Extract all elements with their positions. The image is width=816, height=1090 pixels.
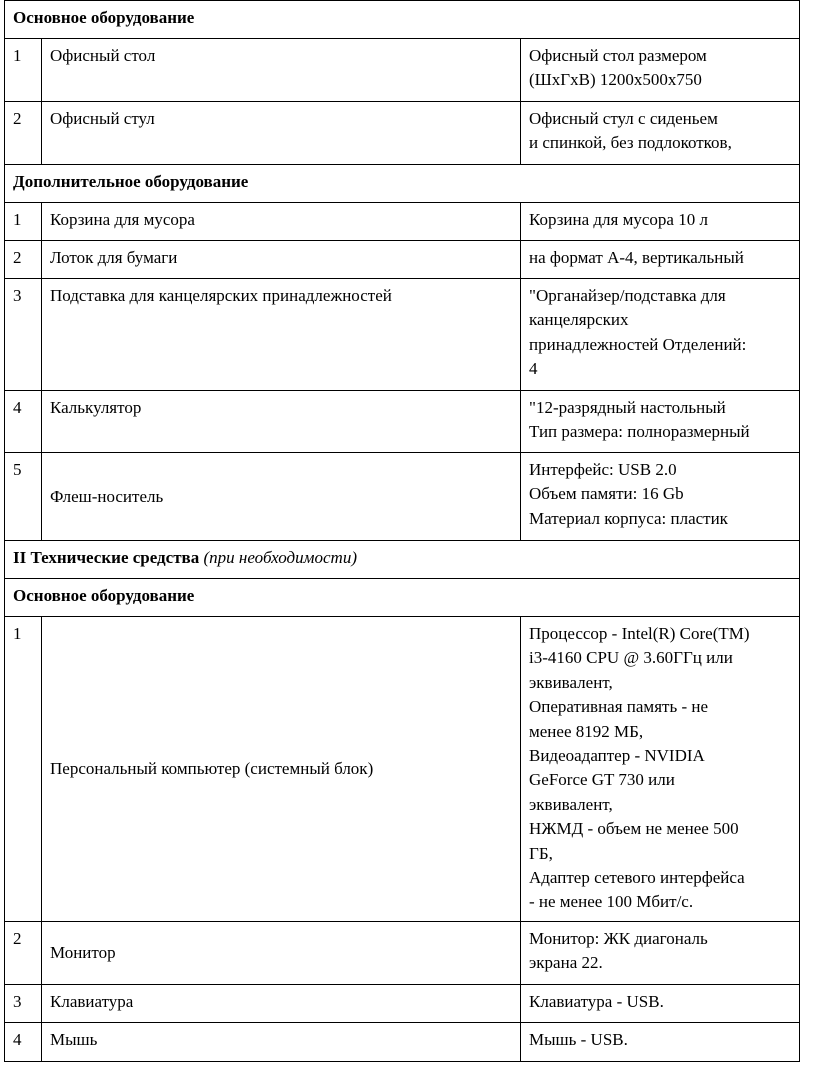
row-number: 2	[5, 922, 42, 985]
item-description	[521, 1023, 800, 1062]
item-description	[521, 39, 800, 102]
item-description	[521, 453, 800, 541]
section-row	[5, 165, 800, 203]
table-row	[5, 985, 800, 1023]
item-description	[521, 391, 800, 453]
description-line: Процессор - Intel(R) Core(TM)	[529, 624, 750, 643]
description-line: эквивалент,	[529, 794, 613, 814]
description-line: i3-4160 CPU @ 3.60ГГц или	[529, 648, 733, 668]
description-line: принадлежностей Отделений:	[529, 334, 747, 354]
table-row	[5, 39, 800, 102]
row-number: 4	[5, 1023, 42, 1062]
description-line: Объем памяти: 16 Gb	[529, 484, 684, 504]
description-line: эквивалент,	[529, 672, 613, 692]
description-line: 4	[529, 359, 538, 379]
description-line: экрана 22.	[529, 953, 603, 973]
section-title: Дополнительное оборудование	[5, 165, 800, 203]
description-line: менее 8192 МБ,	[529, 721, 644, 741]
row-number: 1	[5, 203, 42, 241]
section-row	[5, 1, 800, 39]
table-row	[5, 391, 800, 453]
description-line: и спинкой, без подлокотков,	[529, 133, 732, 153]
description-line: канцелярских	[529, 310, 629, 330]
description-line: ГБ,	[529, 843, 553, 863]
description-line: GeForce GT 730 или	[529, 770, 675, 790]
table-row	[5, 102, 800, 165]
table-row	[5, 1023, 800, 1062]
item-name: Лоток для бумаги	[42, 241, 521, 279]
description-line: Офисный стол размером	[529, 46, 707, 65]
description-line: - не менее 100 Мбит/с.	[529, 892, 694, 912]
section-row	[5, 541, 800, 579]
item-description	[521, 241, 800, 279]
section-note: (при необходимости)	[203, 548, 357, 567]
description-line: Клавиатура - USB.	[529, 992, 664, 1011]
section-title: Основное оборудование	[5, 579, 800, 617]
description-line: НЖМД - объем не менее 500	[529, 819, 739, 839]
table-row	[5, 922, 800, 985]
item-name: Персональный компьютер (системный блок)	[42, 617, 521, 922]
section-title: Основное оборудование	[5, 1, 800, 39]
description-line: Материал корпуса: пластик	[529, 508, 728, 528]
item-description	[521, 922, 800, 985]
description-line: Монитор: ЖК диагональ	[529, 929, 708, 948]
table-row	[5, 203, 800, 241]
item-name: Калькулятор	[42, 391, 521, 453]
item-description	[521, 617, 800, 922]
section-title-text: II Технические средства	[13, 548, 200, 567]
description-line: Адаптер сетевого интерфейса	[529, 868, 745, 888]
item-description	[521, 985, 800, 1023]
item-name: Подставка для канцелярских принадлежностей	[42, 279, 521, 391]
row-number: 4	[5, 391, 42, 453]
item-description	[521, 102, 800, 165]
item-name: Клавиатура	[42, 985, 521, 1023]
table-row	[5, 241, 800, 279]
description-line: (ШхГхВ) 1200х500х750	[529, 70, 702, 90]
description-line: Корзина для мусора 10 л	[529, 210, 708, 229]
table-row	[5, 453, 800, 541]
item-name: Корзина для мусора	[42, 203, 521, 241]
description-line: на формат А-4, вертикальный	[529, 248, 744, 267]
description-line: "Органайзер/подставка для	[529, 286, 726, 305]
item-description	[521, 203, 800, 241]
item-name: Мышь	[42, 1023, 521, 1062]
section-title	[5, 541, 800, 579]
description-line: Офисный стул с сиденьем	[529, 109, 718, 128]
section-row	[5, 579, 800, 617]
item-name: Офисный стол	[42, 39, 521, 102]
row-number: 3	[5, 279, 42, 391]
description-line: Интерфейс: USB 2.0	[529, 460, 677, 479]
description-line: Оперативная память - не	[529, 697, 708, 717]
item-name: Офисный стул	[42, 102, 521, 165]
item-name: Флеш-носитель	[42, 453, 521, 541]
row-number: 1	[5, 39, 42, 102]
item-name: Монитор	[42, 922, 521, 985]
row-number: 3	[5, 985, 42, 1023]
description-line: Мышь - USB.	[529, 1030, 628, 1049]
equipment-table	[4, 0, 800, 1062]
description-line: Видеоадаптер - NVIDIA	[529, 746, 705, 766]
row-number: 1	[5, 617, 42, 922]
row-number: 2	[5, 241, 42, 279]
item-description	[521, 279, 800, 391]
description-line: Тип размера: полноразмерный	[529, 422, 750, 442]
table-row	[5, 279, 800, 391]
table-row	[5, 617, 800, 922]
description-line: "12-разрядный настольный	[529, 398, 726, 417]
row-number: 2	[5, 102, 42, 165]
row-number: 5	[5, 453, 42, 541]
